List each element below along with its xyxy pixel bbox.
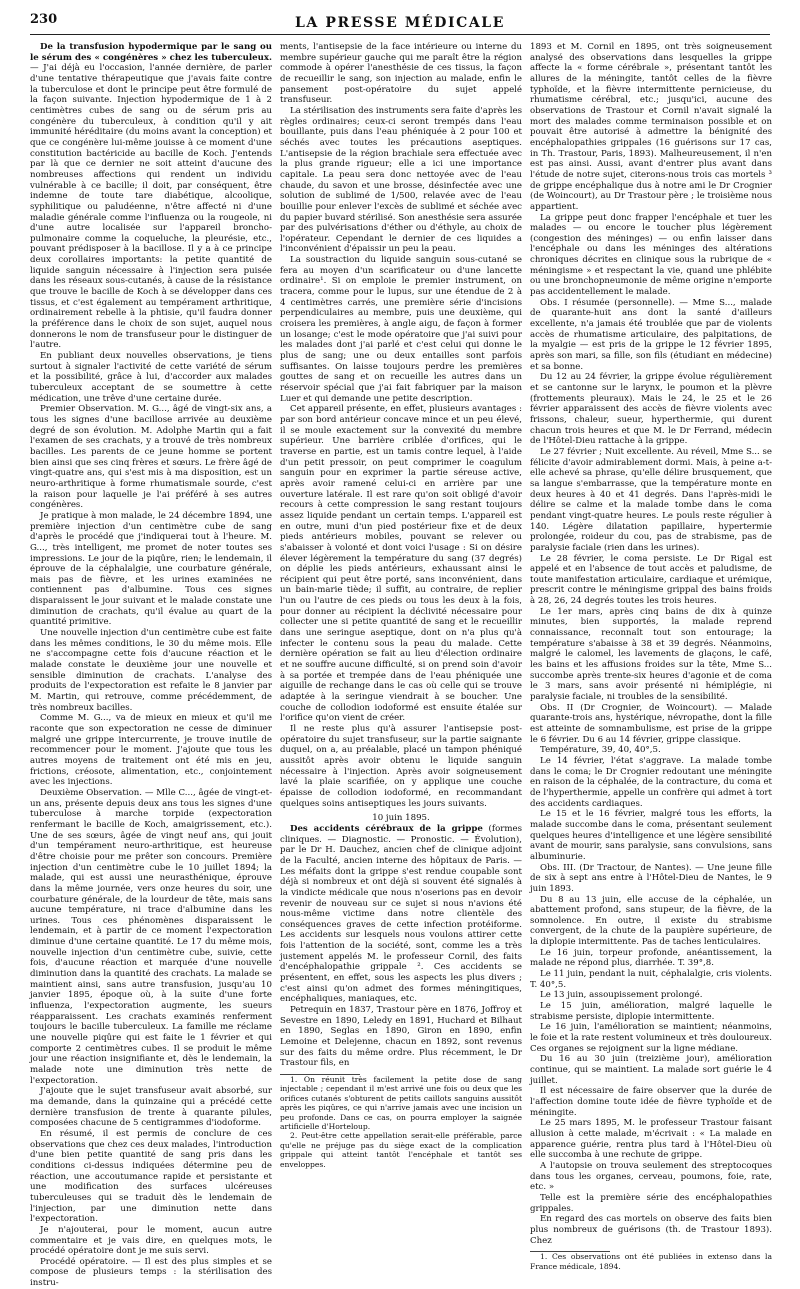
paragraph: Obs. I résumée (personnelle). — Mme S..., malade de quarante-huit ans dont la santé d'ailleurs excellente, n'a jamais été troublée que par de violents accès de rhumatisme articulaire, des palpitations, de la myalgie — est pris de la grippe le 12 février 1895, après son mari, sa fille, son fils (étudiant en médecine) et sa bonne. <box>530 297 772 372</box>
paragraph: — J'ai déjà eu l'occasion, l'année dernière, de parler d'une tentative thérapeutique que j'avais faite contre la tuberculose et dont le principe peut être formulé de la façon suivante. Injection hypodermique de 1 à 2 centimètres cubes de sang ou de sérum pris au congénère du tuberculeux, à condition qu'il y ait immunité héréditaire (du moins avant la conception) et que ce congénère lui-même jouisse à ce moment d'une constitution bactéricide au bacille de Koch. J'entends par là que ce dernier ne soit atteint d'aucune des nombreuses affections qui rendent un individu vulnérable à ce bacille; il doit, par conséquent, être indemne de toute tare diabétique, alcoolique, syphilitique ou paludéenne, n'être affecté ni d'une maladie générale comme l'influenza ou la rougeole, ni d'une autre localisée sur l'appareil broncho-pulmonaire comme la coqueluche, la pleurésie, etc., pouvant prédisposer à la bacillose. Il y a à ce principe deux corollaires importants: la petite quantité de liquide sanguin nécessaire à l'injection sera puisée dans les réseaux sous-cutanés, à cause de la résistance que trouve le bacille de Koch à se développer dans ces tissus, et c'est également au tempérament arthritique, ordinairement rebelle à la phtisie, qu'il faudra donner la préférence dans le choix de son sujet, auquel nous donnerons le nom de transfuseur pour le distinguer de l'autre. <box>30 63 272 351</box>
section-title: Des accidents cérébraux de la grippe <box>290 823 483 834</box>
column-1 <box>30 42 272 1289</box>
paragraph: Je n'ajouterai, pour le moment, aucun autre commentaire et je vais dire, en quelques mots, le procédé opératoire dont je me suis servi. <box>30 1224 272 1257</box>
paragraph: A l'autopsie on trouva seulement des streptocoques dans tous les organes, cerveau, poumons, foie, rate, etc. » <box>530 1160 772 1193</box>
paragraph: Petrequin en 1837, Trastour père en 1876, Joffroy et Sevestre en 1890, Leledy en 1891, Huchard et Bilhaut en 1890, Seglas en 1890, Giron en 1890, enfin Lemoine et Delejenne, chacun en 1892, sont revenus sur des faits du même ordre. Plus récemment, le Dr Trastour fils, en <box>280 1005 522 1069</box>
paragraph: Du 16 au 30 juin (treizième jour), amélioration continue, qui se maintient. La malade sort guérie le 4 juillet. <box>530 1054 772 1086</box>
page-header <box>30 12 770 35</box>
footnote: 2. Peut-être cette appellation serait-elle préférable, parce qu'elle ne préjuge pas du siège exact de la complication grippale qui atteint tantôt l'encéphale et tantôt ses enveloppes. <box>280 1131 522 1169</box>
paragraph: Température, 39, 40, 40°,5. <box>540 745 661 756</box>
running-title: LA PRESSE MÉDICALE <box>294 15 506 31</box>
paragraph: Le 13 juin, assoupissement prolongé. <box>540 990 703 1001</box>
paragraph: Une nouvelle injection d'un centimètre cube est faite dans les mêmes conditions, le 30 du même mois. Elle ne s'accompagne cette fois d'aucune réaction et le malade constate le deuxième jour une nouvelle et sensible diminution de crachats. L'analyse des produits de l'expectoration est refaite le 8 janvier par M. Martin, qui retrouve, comme précédemment, de très nombreux bacilles. <box>30 628 272 713</box>
paragraph: Deuxième Observation. — Mlle C..., âgée de vingt-et-un ans, présente depuis deux ans tous les signes d'une tuberculose à marche torpide (expectoration renfermant le bacille de Koch, amaigrissement, etc.). Une de ses sœurs, âgée de vingt neuf ans, qui jouit d'un tempérament neuro-arthritique, est heureuse d'être choisie pour me prêter son concours. Première injection d'un centimètre cube le 10 juillet 1894; la malade, qui est aussi une neurasthénique, éprouve dans la même journée, vers onze heures du soir, une courbature générale, de la lourdeur de tête, mais sans aucune température, ni trace d'albumine dans les urines. Tous ces phénomènes disparaissent le lendemain, et à partir de ce moment l'expectoration diminue d'une certaine quantité. Le 17 du même mois, nouvelle injection d'un centimètre cube, suivie, cette fois, d'aucune réaction et marquée d'une nouvelle diminution dans la quantité des crachats. La malade se maintient ainsi, sans autre transfusion, jusqu'au 10 janvier 1895, époque où, à la suite d'une forte influenza, l'expectoration augmente, les sueurs réapparaissent. Les crachats examinés renferment toujours le bacille tuberculeux. La famille me réclame une nouvelle piqûre qui est faite le 1 février et qui comporte 2 centimètres cubes. Il se produit le même jour une réaction insignifiante et, dès le lendemain, la malade note une diminution très nette de l'expectoration. <box>30 787 272 1086</box>
article-title: De la transfusion hypodermique par le sang ou le sérum des « congénères » chez les tuberculeux. <box>30 42 272 63</box>
paragraph: Le 15 juin, amélioration, malgré laquelle le strabisme persiste, diplopie intermittente. <box>530 1001 772 1022</box>
paragraph: La soustraction du liquide sanguin sous-cutané se fera au moyen d'un scarificateur ou d'une lancette ordinaire¹. Si on emploie le premier instrument, on tracera, comme pour le lupus, sur une étendue de 2 à 4 centimètres carrés, une première série d'incisions perpendiculaires au membre, puis une deuxième, qui croisera les premières, à angle aigu, de façon à former un losange; c'est le mode opératoire que j'ai suivi pour les malades dont j'ai parlé et c'est celui qui donne le plus de sang; une ou deux entailles sont parfois suffisantes. On laisse toujours perdre les premières gouttes de sang et on recueille les autres dans un réservoir spécial que j'ai fait fabriquer par la maison Luer et qui demande une petite description. <box>280 255 522 404</box>
paragraph: Il est nécessaire de faire observer que la durée de l'affection domine toute idée de fièvre typhoïde et de méningite. <box>530 1086 772 1118</box>
paragraph: Je pratique à mon malade, le 24 décembre 1894, une première injection d'un centimètre cube de sang d'après le procédé que j'indiquerai tout à l'heure. M. G..., très intelligent, me promet de noter toutes ses impressions. Le jour de la piqûre, rien; le lendemain, il éprouve de la céphalalgie, une courbature générale, mais pas de fièvre, et les urines examinées ne contiennent pas d'albumine. Tous ces signes disparaissent le jour suivant et le malade constate une diminution de crachats, qu'il évalue au quart de la quantité primitive. <box>30 510 272 628</box>
paragraph: Le 25 mars 1895, M. le professeur Trastour faisant allusion à cette malade, m'écrivait : « La malade en apparence guérie, rentra plus tard à l'Hôtel-Dieu où elle succomba à une rechute de grippe. <box>530 1118 772 1161</box>
paragraph: Obs. III. (Dr Tractour, de Nantes). — Une jeune fille de six à sept ans entre à l'Hôtel-Dieu de Nantes, le 9 juin 1893. <box>530 862 772 894</box>
paragraph: En regard des cas mortels on observe des faits bien plus nombreux de guérisons (th. de Trastour 1893). Chez <box>530 1214 772 1246</box>
paragraph: Du 12 au 24 février, la grippe évolue régulièrement et se cantonne sur le larynx, le poumon et la plèvre (frottements pleuraux). Mais le 24, le 25 et le 26 février apparaissent des accès de fièvre violents avec frissons, chaleur, sueur, hyperthermie, qui durent chacun trois heures et que M. le Dr Ferrand, médecin de l'Hôtel-Dieu rattache à la grippe. <box>530 372 772 447</box>
paragraph: Le 11 juin, pendant la nuit, céphalalgie, cris violents. T. 40°,5. <box>530 969 772 990</box>
paragraph: ments, l'antisepsie de la face intérieure ou interne du membre supérieur gauche qui me paraît être la région commode à opérer l'anesthésie de ces tissus, la façon de recueillir le sang, son injection au malade, enfin le pansement post-opératoire du sujet appelé transfuseur. <box>280 42 522 106</box>
article-date: 10 juin 1895. <box>372 813 430 824</box>
paragraph: 1893 et M. Cornil en 1895, ont très soigneusement analysé des observations dans lesquelles la grippe affecte la « forme cérébrale », présentant tantôt les allures de la méningite, tantôt celles de la fièvre typhoïde, et la fièvre intermittente pernicieuse, du rhumatisme cérébral, etc.; jusqu'ici, aucune des observations de Trastour et Cornil n'avait signalé la mort des malades comme terminaison possible et on pouvait être autorisé à admettre la bénignité des encéphalopathies grippales (16 guérisons sur 17 cas, in Th. Trastour, Paris, 1893). Malheureusement, il n'en est pas ainsi. Aussi, avant d'entrer plus avant dans l'étude de notre sujet, citerons-nous trois cas mortels ³ de grippe encéphalique dus à notre ami le Dr Crognier (de Woincourt), au Dr Trastour père ; le troisième nous appartient. <box>530 42 772 212</box>
paragraph: En publiant deux nouvelles observations, je tiens surtout à signaler l'activité de cette variété de sérum et la possibilité, grâce à lui, d'accorder aux malades tuberculeux acceptant de se soumettre à cette médication, une trêve d'une certaine durée. <box>30 351 272 404</box>
paragraph: Le 16 juin, l'amélioration se maintient; néanmoins, le foie et la rate restent volumineux et très douloureux. Ces organes se rejoignent sur la ligne médiane. <box>530 1022 772 1054</box>
column-3 <box>530 42 772 1271</box>
paragraph: Le 1er mars, après cinq bains de dix à quinze minutes, bien supportés, la malade reprend connaissance, reconnaît tout son entourage; la température s'abaisse à 38 et 39 degrés. Néanmoins, malgré le calomel, les lavements de glaçons, le café, les bains et les affusions froides sur la tête, Mme S... succombe après trente-six heures d'agonie et de coma le 3 mars, sans avoir présenté ni hémiplégie, ni paralysie faciale, ni troubles de la sensibilité. <box>530 606 772 703</box>
paragraph: J'ajoute que le sujet transfuseur avait absorbé, sur ma demande, dans la quinzaine qui a précédé cette dernière transfusion de trente à quarante pilules, composées chacune de 5 centigrammes d'iodoforme. <box>30 1086 272 1129</box>
column-2 <box>280 42 522 1169</box>
paragraph: Procédé opératoire. — Il est des plus simples et se compose de plusieurs temps : la stérilisation des instru- <box>30 1256 272 1289</box>
paragraph: Le 15 et le 16 février, malgré tous les efforts, la malade succombe dans le coma, présentant seulement quelques heures d'intelligence et une légère sensibilité avant de mourir, sans paralysie, sans convulsions, sans albuminurie. <box>530 809 772 862</box>
paragraph: Le 28 février, le coma persiste. Le Dr Rigal est appelé et en l'absence de tout accès et paludisme, de toute manifestation articulaire, cardiaque et urémique, prescrit contre le méningisme grippal des bains froids à 28, 26, 24 degrés toutes les trois heures. <box>530 553 772 607</box>
footnote: 1. On réunit très facilement la petite dose de sang injectable ; cependant il m'est arrivé une fois ou deux que les orifices cutanés s'obturent de petits caillots sanguins aussitôt après les piqûres, ce qui n'arrive jamais avec une incision un peu profonde. Dans ce cas, on pourra employer la saignée artificielle d'Horteloup. <box>280 1075 522 1132</box>
paragraph: Premier Observation. M. G..., âgé de vingt-six ans, a tous les signes d'une bacillose arrivée au deuxième degré de son évolution. M. Adolphe Martin qui a fait l'examen de ses crachats, y a trouvé de très nombreux bacilles. Les parents de ce jeune homme se portent bien ainsi que ses cinq frères et sœurs. Le frère âgé de vingt-quatre ans, qui s'est mis à ma disposition, est un neuro-arthritique à forme rhumatismale sourde, c'est la raison pour laquelle je l'ai préféré à ses autres congénères. <box>30 404 272 511</box>
paragraph: La stérilisation des instruments sera faite d'après les règles ordinaires; ceux-ci seront trempés dans l'eau bouillante, puis dans l'eau phéniquée à 2 pour 100 et séchés avec toutes les précautions aseptiques. L'antisepsie de la région brachiale sera effectuée avec la plus grande rigueur; elle a ici une importance capitale. La peau sera donc nettoyée avec de l'eau chaude, du savon et une brosse, désinfectée avec une solution de sublimé de 1/500, relavée avec de l'eau bouillie pour enlever l'excès de sublimé et séchée avec du papier buvard stérilisé. Son anesthésie sera assurée par des pulvérisations d'éther ou d'éthyle, au choix de l'opérateur. Cependant le dernier de ces liquides a l'inconvénient d'épaissir un peu la peau. <box>280 105 522 255</box>
footnote: 1. Ces observations ont été publiées in extenso dans la France médicale, 1894. <box>530 1252 772 1271</box>
paragraph: Comme M. G..., va de mieux en mieux et qu'il me raconte que son expectoration ne cesse de diminuer malgré une grippe intercurrente, je trouve inutile de recommencer pour le moment. J'ajoute que tous les autres moyens de traitement ont été mis en jeu, frictions, créosote, alimentation, etc., conjointement avec les injections. <box>30 713 272 788</box>
paragraph: Le 14 février, l'état s'aggrave. La malade tombe dans le coma; le Dr Crognier redoutant une méningite en raison de la céphalée, de la contracture, du coma et de l'hyperthermie, appelle un confrère qui admet à tort des accidents cardiaques. <box>530 755 772 809</box>
paragraph: Le 16 juin, torpeur profonde, anéantissement, la malade ne répond plus, diarrhée. T. 39°,8. <box>530 947 772 969</box>
paragraph: Le 27 février ; Nuit excellente. Au réveil, Mme S... se félicite d'avoir admirablement dormi. Mais, à peine a-t-elle achevé sa phrase, qu'elle délire brusquement, que sa langue s'embarrasse, que la température monte en deux heures à 40 et 41 degrés. Dans l'après-midi le délire se calme et la malade tombe dans le coma pendant vingt-quatre heures. Le pouls reste régulier à 140. Légère dilatation papillaire, hypertermie prolongée, roideur du cou, pas de strabisme, pas de paralysie faciale (rien dans les urines). <box>530 446 772 553</box>
paragraph: Cet appareil présente, en effet, plusieurs avantages : par son bord antérieur concave mince et un peu élevé, il se moule exactement sur la convexité du membre supérieur. Une barrière criblée d'orifices, qui le traverse en partie, est un tamis contre lequel, à l'aide d'un petit pressoir, on peut comprimer le coagulum sanguin pour en exprimer la partie séreuse active, après avoir ramené celui-ci en arrière par une ouverture latérale. Il est rare qu'on soit obligé d'avoir recours à cette compression le sang restant toujours assez liquide pendant un certain temps. L'appareil est en outre, muni d'un pied postérieur fixe et de deux pieds antérieurs mobiles, pouvant se relever ou s'abaisser à volonté et dont voici l'usage : Si on désire élever légèrement la température du sang (37 degrés) on déplie les pieds antérieurs, exhaussant ainsi le récipient qui peut être porté, sans inconvénient, dans un bain-marie tiède; il suffit, au contraire, de replier l'un ou l'autre de ces pieds ou tous les deux à la fois, pour donner au récipient la déclivité nécessaire pour collecter une si petite quantité de sang et le recueillir dans une seringue aseptique, dont on n'a plus qu'à infecter le contenu sous la peau du malade. Cette dernière opération se fait au lieu d'élection ordinaire et ne souffre aucune difficulté, si on prend soin d'avoir à sa portée et trempée dans de l'eau phéniquée une aiguille de rechange dans le cas où celle qui se trouve adaptée à la seringue viendrait à se boucher. Une couche de collodion iodoformé est ensuite étalée sur l'orifice qu'on vient de créer. <box>280 404 522 724</box>
paragraph: (formes cliniques. — Diagnostic. — Pronostic. — Évolution), par le Dr H. Dauchez, ancien chef de clinique adjoint de la Faculté, ancien interne des hôpitaux de Paris. — Les méfaits dont la grippe s'est rendue coupable sont déjà si nombreux et ont déjà si souvent été signalés à la vindicte médicale que nous n'oserions pas en devoir revenir de nouveau sur ce sujet si nous n'avions été nous-même victime dans notre clientèle des conséquences graves de cette infection protéiforme. Les accidents sur lesquels nous voulons attirer cette fois l'attention de la société, sont, comme les a très justement appelés M. le professeur Cornil, des faits d'encéphalopathie grippale ². Ces accidents se présentent, en effet, sous les aspects les plus divers ; c'est ainsi qu'on admet des formes méningitiques, encéphaliques, maniaques, etc. <box>280 823 522 1005</box>
paragraph: Telle est la première série des encéphalopathies grippales. <box>530 1192 772 1214</box>
paragraph: Du 8 au 13 juin, elle accuse de la céphalée, un abattement profond, sans stupeur, de la fièvre, de la somnolence. En outre, il existe du strabisme convergent, de la chute de la paupière supérieure, de la diplopie intermittente. Pas de taches lenticulaires. <box>530 894 772 948</box>
page-number: 230 <box>30 12 58 27</box>
paragraph: La grippe peut donc frapper l'encéphale et tuer les malades — ou encore le toucher plus légèrement (congestion des méninges) — ou enfin laisser dans l'encéphale ou dans les méninges des altérations chroniques décrites en clinique sous la rubrique de « méningisme » et respectant la vie, quand une phlébite ou une bronchopneumonie de même origine n'emporte pas accidentellement le malade. <box>530 212 772 298</box>
paragraph: En résumé, il est permis de conclure de ces observations que chez ces deux malades, l'introduction d'une bien petite quantité de sang pris dans les conditions ci-dessus indiquées détermine peu de réaction, une accoutumance rapide et persistante et une modification des surfaces ulcéreuses tuberculeuses qui se traduit dès le lendemain de l'injection, par une diminution nette dans l'expectoration. <box>30 1128 272 1225</box>
paragraph: Obs. II (Dr Crognier, de Woincourt). — Malade quarante-trois ans, hystérique, névropathe, dont la fille est atteinte de somnambulisme, est prise de la grippe le 6 février. Du 6 au 14 février, grippe classique. <box>530 702 772 745</box>
paragraph: Il ne reste plus qu'à assurer l'antisepsie post-opératoire du sujet transfuseur, sur la partie saignante duquel, on a, au préalable, placé un tampon phéniqué aussitôt après avoir obtenu le liquide sanguin nécessaire à l'injection. Après avoir soigneusement lavé la plaie scarifiée, on y applique une couche épaisse de collodion iodoformé, en recommandant quelques soins antiseptiques les jours suivants. <box>280 724 522 809</box>
